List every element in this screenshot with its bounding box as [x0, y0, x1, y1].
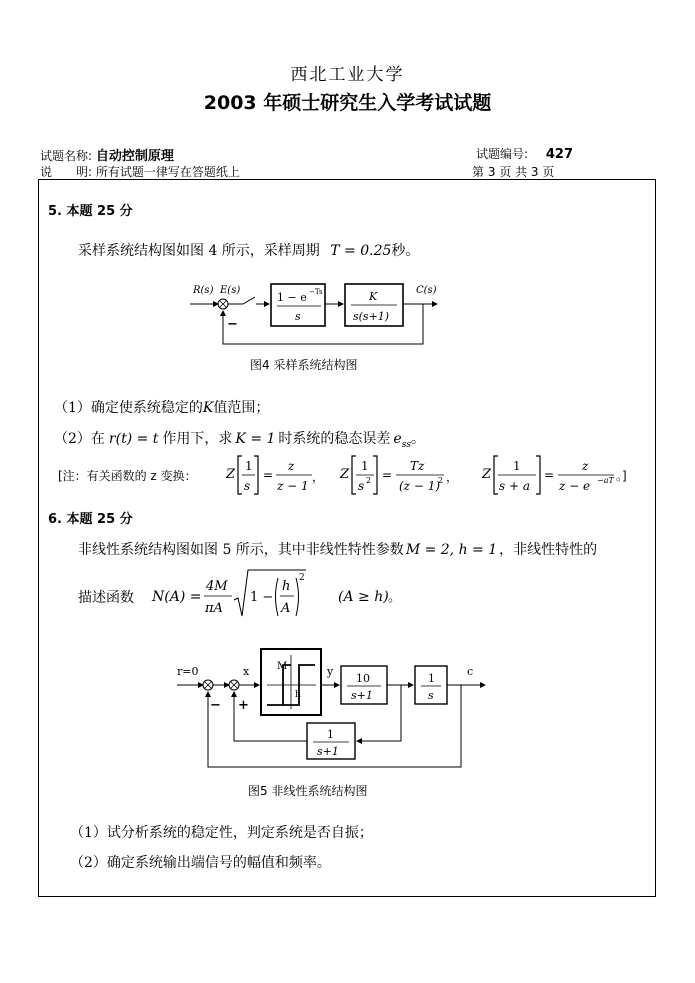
fig4-minus-sign: −	[227, 317, 238, 332]
q5-intro	[78, 240, 419, 260]
q5-part1-text-a: （1）确定使系统稳定的	[54, 400, 203, 416]
z-term2-out-exp: 2	[438, 476, 444, 485]
q5-part1-k: K	[202, 400, 214, 416]
fig4-sampler-switch	[243, 297, 255, 304]
page-info: 第 3 页 共 3 页	[472, 165, 555, 179]
q6-params: M = 2, h = 1	[405, 542, 498, 558]
q5-part2-text-a: （2）在	[54, 431, 105, 447]
instruction-value: 所有试题一律写在答题纸上	[95, 165, 240, 179]
formula-h: h	[282, 579, 291, 594]
formula-num: 4M	[206, 579, 228, 594]
fig5-h-label: h	[295, 690, 301, 700]
describing-function-formula	[148, 566, 408, 622]
q5-part2-text-c: 时系统的稳态误差	[278, 431, 391, 447]
q5-part1	[54, 397, 269, 417]
subject-row	[40, 145, 174, 164]
formula-end: 。	[388, 590, 402, 605]
fig5-M-label: M	[277, 661, 288, 672]
z-term3-out-num: z	[582, 459, 589, 473]
fig5-g1-num: 10	[356, 672, 370, 685]
fig5-g2-den: s	[428, 689, 434, 702]
instruction-label: 说 明:	[40, 165, 93, 179]
z-term1-comma: ，	[312, 470, 325, 484]
fig4-feedback-line	[223, 304, 423, 344]
fig5-output-label: c	[467, 665, 474, 678]
q5-heading: 5. 本题 25 分	[48, 204, 133, 219]
fig5-plus-sign: +	[238, 698, 249, 713]
formula-exp: 2	[299, 573, 305, 583]
code-label: 试题编号:	[476, 147, 529, 161]
z-term2-in-den: s	[358, 479, 365, 493]
q5-note-suffix: 。]	[616, 469, 627, 483]
q5-part2	[54, 428, 425, 450]
formula-one-minus: 1 −	[250, 590, 274, 605]
q6-intro-end: ，非线性特性的	[499, 542, 598, 558]
fig4-error-label: E(s)	[220, 285, 241, 296]
z-term1-in-den: s	[244, 479, 251, 493]
fig4-zoh-exp: −Ts	[309, 288, 323, 296]
q5-part2-e: e	[393, 431, 402, 447]
z-term3-out-exp: −aT	[597, 476, 614, 485]
fig4-diagram	[185, 278, 455, 350]
z-term1-in-num: 1	[245, 459, 253, 473]
fig4-caption: 图4 采样系统结构图	[250, 358, 358, 372]
fig5-fb-den: s+1	[317, 745, 339, 758]
q5-part2-k: K = 1	[235, 431, 276, 447]
fig5-fb-num: 1	[327, 728, 334, 741]
formula-A: A	[281, 601, 291, 616]
fig4-output-label: C(s)	[416, 285, 437, 296]
fig5-g1-den: s+1	[351, 689, 373, 702]
subject-value: 自动控制原理	[95, 149, 174, 164]
instruction-row	[40, 163, 240, 180]
fig4-plant-num: K	[369, 290, 378, 303]
code-row	[476, 145, 573, 162]
code-value: 427	[545, 147, 574, 162]
fig4-zoh-num: 1 − e	[277, 291, 307, 304]
q6-heading: 6. 本题 25 分	[48, 512, 133, 527]
university-name: 西北工业大学	[290, 65, 405, 85]
z-term3-out-den: z − e	[559, 479, 591, 493]
z-term3-symbol: Z	[482, 467, 492, 482]
z-term2-out-den: (z − 1)	[399, 479, 441, 493]
q6-intro	[78, 539, 652, 559]
fig5-caption: 图5 非线性系统结构图	[248, 784, 368, 798]
q5-part2-text-b: 作用下，求	[162, 431, 233, 447]
q5-period-eq: T = 0.25	[330, 243, 392, 259]
z-term3-in-den: s + a	[499, 479, 530, 493]
formula-lhs: N(A) =	[152, 589, 202, 605]
formula-condition: (A ≥ h)	[338, 589, 389, 605]
ztransform-table	[222, 450, 642, 500]
fig5-g2-num: 1	[428, 672, 435, 685]
z-term2-comma: ，	[446, 470, 459, 484]
z-term2-symbol: Z	[340, 467, 350, 482]
z-term2-in-num: 1	[361, 459, 369, 473]
fig5-y-label: y	[327, 665, 334, 678]
q6-desc-label: 描述函数	[78, 590, 134, 606]
q5-part2-text-d: 。	[410, 431, 425, 447]
z-term1-out-num: z	[288, 459, 295, 473]
z-term3-in-num: 1	[513, 459, 521, 473]
z-term1-eq: =	[263, 468, 274, 482]
q5-part2-r: r(t) = t	[108, 431, 159, 447]
formula-den: πA	[205, 601, 223, 616]
q6-part1: （1）试分析系统的稳定性，判定系统是否自振；	[70, 825, 373, 841]
fig5-x-label: x	[243, 665, 250, 678]
z-term2-eq: =	[382, 468, 393, 482]
q5-note-prefix: [注：有关函数的 z 变换：	[58, 469, 197, 483]
fig4-input-label: R(s)	[193, 285, 214, 296]
z-term2-out-num: Tz	[410, 459, 425, 473]
q5-period-unit: 秒。	[391, 243, 420, 259]
z-term2-in-exp: 2	[366, 476, 372, 485]
z-term1-out-den: z − 1	[277, 479, 309, 493]
fig5-diagram	[175, 645, 495, 771]
z-term3-eq: =	[544, 468, 555, 482]
subject-label: 试题名称:	[40, 149, 93, 163]
fig5-input-label: r=0	[177, 665, 199, 678]
q5-part1-text-b: 值范围；	[213, 400, 270, 416]
q5-intro-text: 采样系统结构图如图 4 所示，采样周期	[78, 243, 320, 259]
q5-part2-sub: ss	[401, 439, 411, 450]
z-term1-symbol: Z	[226, 467, 236, 482]
exam-title: 2003 年硕士研究生入学考试试题	[203, 92, 492, 114]
q6-intro-text: 非线性系统结构图如图 5 所示，其中非线性特性参数	[78, 542, 404, 558]
fig5-minus-sign: −	[210, 698, 221, 713]
fig4-plant-den: s(s+1)	[353, 310, 390, 323]
q6-part2: （2）确定系统输出端信号的幅值和频率。	[70, 855, 331, 871]
fig4-zoh-den: s	[295, 310, 301, 323]
